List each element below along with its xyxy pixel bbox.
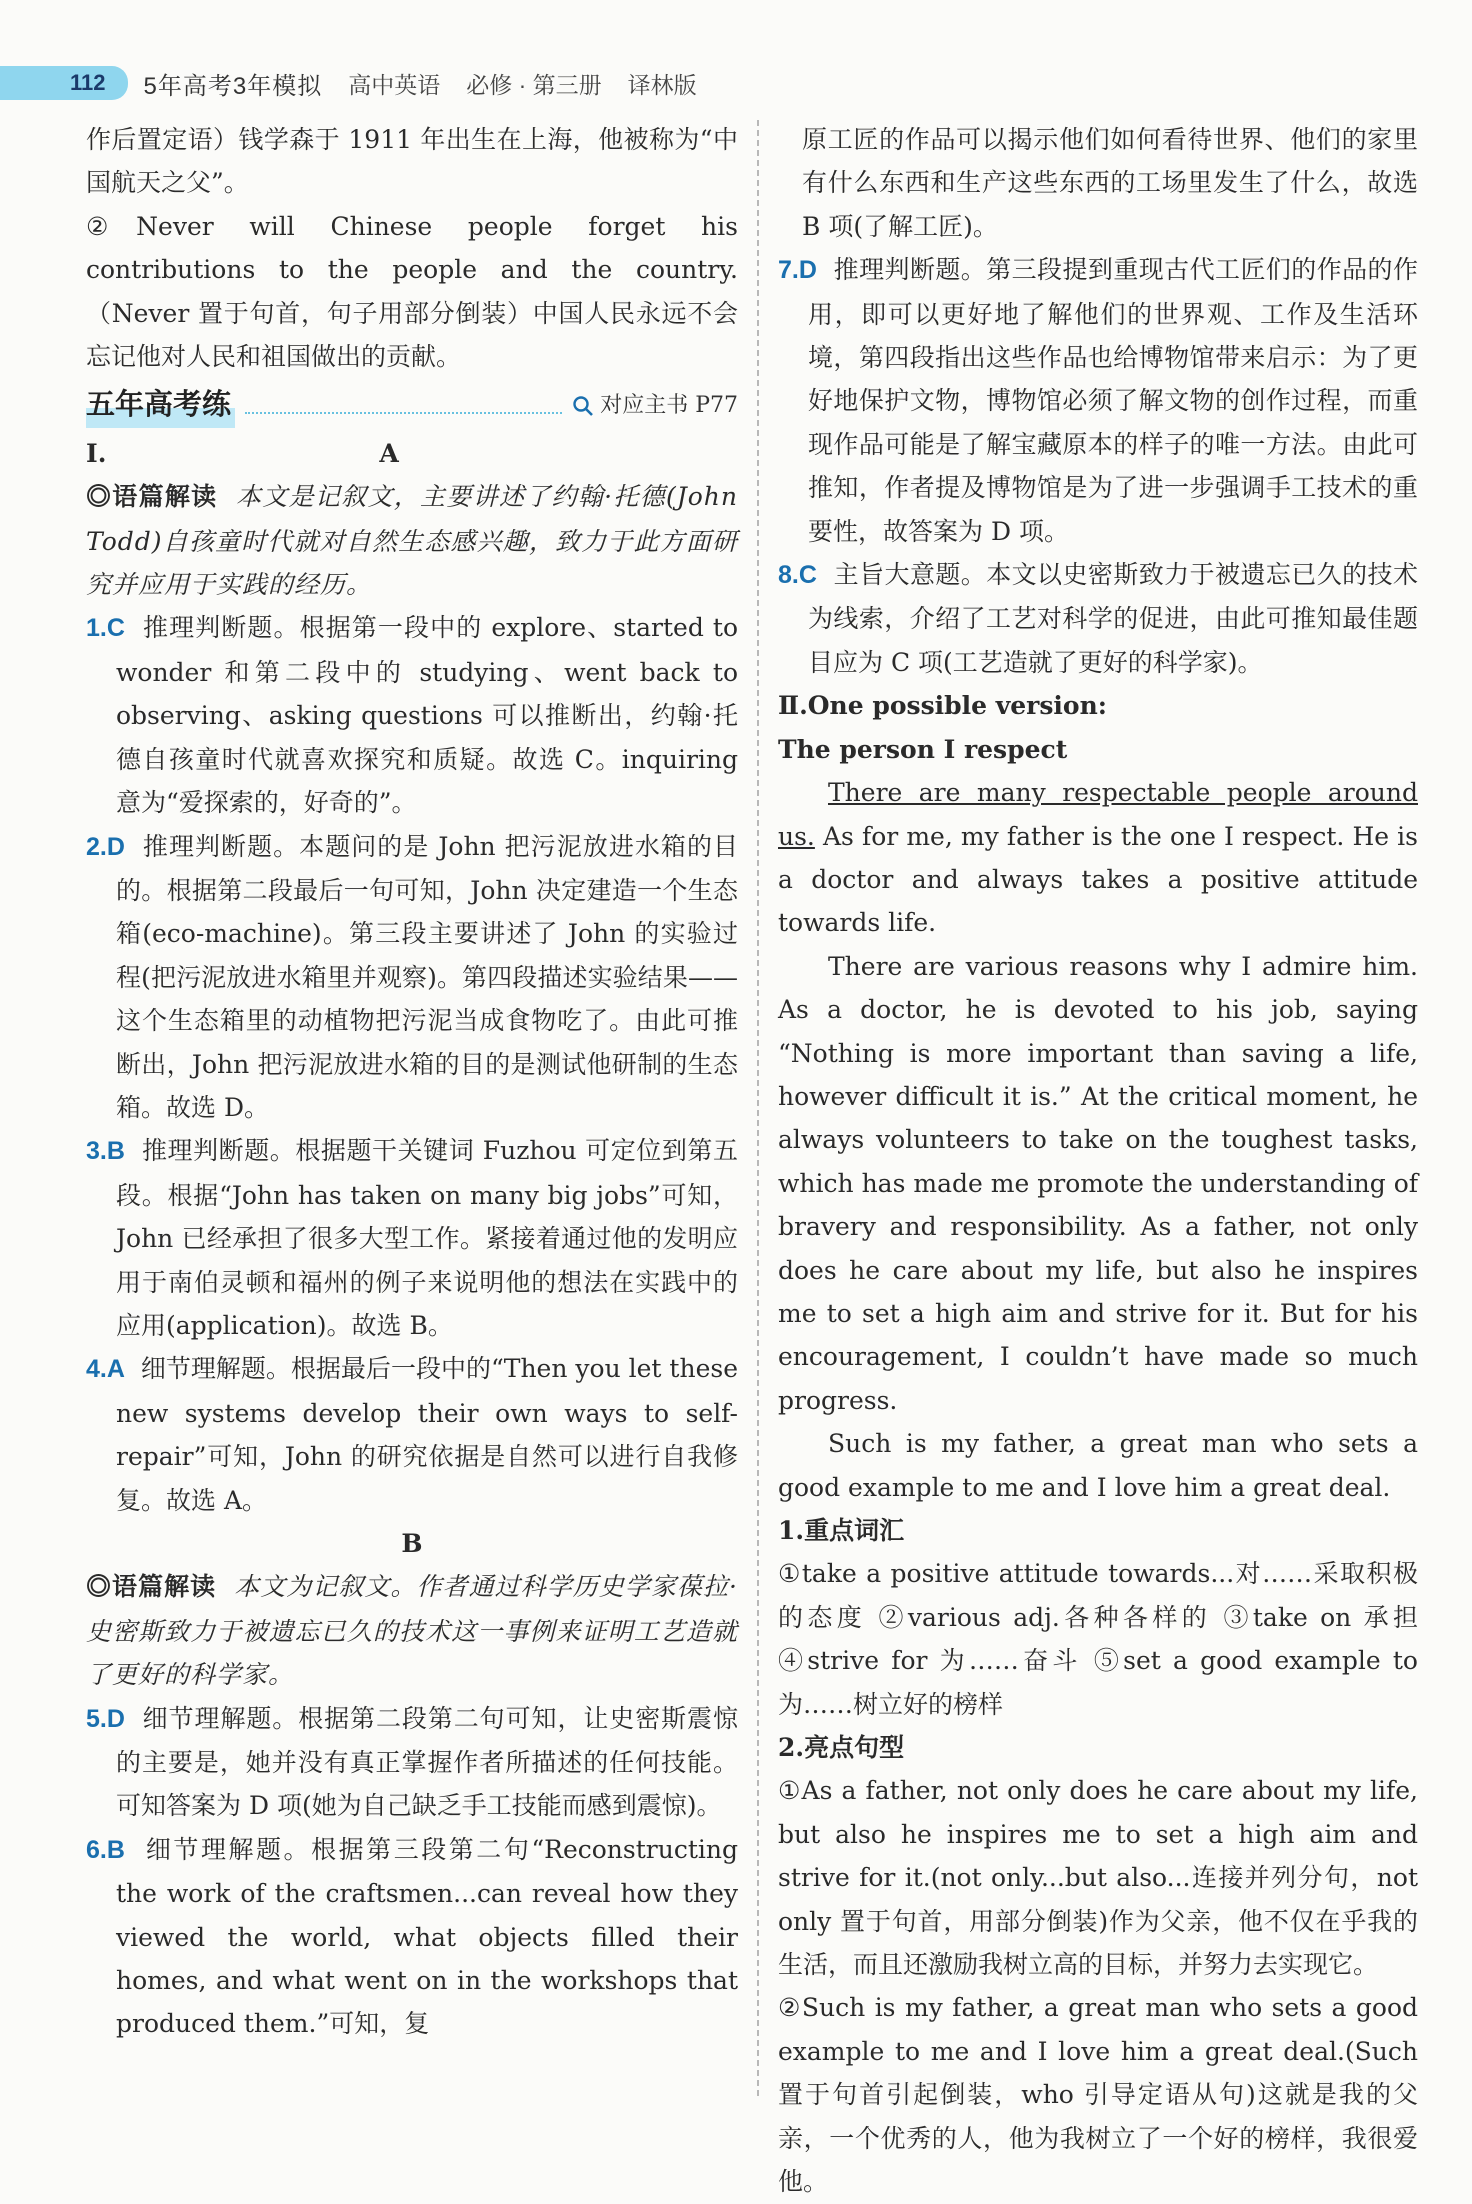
answer-3 xyxy=(86,1129,738,1347)
answer-explanation: 推理判断题。根据第一段中的 explore、started to wonder 和第二段中的 studying、went back to observing、asking questions 可以推断出，约翰·托德自孩童时代就喜欢探究和质疑。故选 C。inquiring 意为“爱探索的，好奇的”。 xyxy=(116,613,738,818)
answer-explanation: 推理判断题。第三段提到重现古代工匠们的作品的作用，即可以更好地了解他们的世界观、工作及生活环境，第四段指出这些作品也给博物馆带来启示：为了更好地保护文物，博物馆必须了解文物的创作过程，而重现作品可能是了解宝藏原本的样子的唯一方法。由此可推知，作者提及博物馆是为了进一步强调手工技术的重要性，故答案为 D 项。 xyxy=(808,255,1418,546)
answer-letter: D xyxy=(106,832,125,861)
answer-2 xyxy=(86,825,738,1130)
question-number: 5. xyxy=(86,1704,107,1733)
subject: 高中英语 xyxy=(348,71,441,98)
page-header xyxy=(0,60,780,106)
part-I-label: Ⅰ. xyxy=(86,438,107,468)
answer-letter: C xyxy=(798,561,817,590)
question-number: 2. xyxy=(86,832,107,861)
example-sentence-2: ②Never will Chinese people forget his contributions to the people and the country.（Never 置于句首，句子用部分倒装）中国人民永远不会忘记他对人民和祖国做出的贡献。 xyxy=(86,211,738,372)
highlight-sentence-2: ②Such is my father, a great man who sets a good example to me and I love him a great deal.(Such 置于句首引起倒装，who 引导定语从句)这就是我的父亲，一个优秀的人，他为我树立了一个好的榜样，我很爱他。 xyxy=(778,1993,1418,2197)
answer-explanation: 细节理解题。根据最后一段中的“Then you let these new systems develop their own ways to self-repair”可知，John 的研究依据是自然可以进行自我修复。故选 A。 xyxy=(116,1354,738,1515)
question-number: 8. xyxy=(778,561,799,590)
dotted-rule xyxy=(245,398,562,414)
answer-6-continued: 原工匠的作品可以揭示他们如何看待世界、他们的家里有什么东西和生产这些东西的工场里发生了什么，故选 B 项(了解工匠)。 xyxy=(802,125,1418,241)
highlight-sentence: There are many respectable people around us. xyxy=(778,778,1418,851)
page-number: 112 xyxy=(0,66,128,100)
essay-paragraph-2: There are various reasons why I admire him. As a doctor, he is devoted to his job, saying “Nothing is more important than saving a life, however difficult it is.” At the critical moment, he always volunteers to take on the toughest tasks, which has made me promote the understanding of bravery and responsibility. As a father, not only does he care about my life, but also he inspires me to set a high aim and strive for it. But for his encouragement, I couldn’t have made so much progress. xyxy=(778,951,1418,1415)
right-column xyxy=(778,118,1418,2204)
answer-explanation: 主旨大意题。本文以史密斯致力于被遗忘已久的技术为线索，介绍了工艺对科学的促进，由此可推知最佳题目应为 C 项(工艺造就了更好的科学家)。 xyxy=(808,560,1418,677)
reading-label: ◎语篇解读 xyxy=(86,1573,217,1602)
answer-explanation: 细节理解题。根据第二段第二句可知，让史密斯震惊的主要是，她并没有真正掌握作者所描述的任何技能。可知答案为 D 项(她为自己缺乏手工技能而感到震惊)。 xyxy=(116,1703,738,1821)
answer-1 xyxy=(86,606,738,824)
column-divider xyxy=(757,120,759,2096)
reading-label: ◎语篇解读 xyxy=(86,483,218,512)
reading-text: 本文是记叙文，主要讲述了约翰·托德(John Todd)自孩童时代就对自然生态感兴趣，致力于此方面研究并应用于实践的经历。 xyxy=(86,482,738,600)
paragraph-text: As for me, my father is the one I respect. He is a doctor and always takes a positive attitude towards life. xyxy=(778,821,1418,938)
essay-paragraph-3: Such is my father, a great man who sets a good example to me and I love him a great deal. xyxy=(778,1429,1418,1502)
passage-A-label: A xyxy=(379,438,399,468)
answer-letter: B xyxy=(106,1835,125,1864)
reading-summary-A xyxy=(86,475,738,606)
vocab-list: ①take a positive attitude towards...对……采取积极的态度 ②various adj.各种各样的 ③take on 承担 ④strive for 为……奋斗 ⑤set a good example to 为……树立好的榜样 xyxy=(778,1559,1418,1719)
answer-explanation: 推理判断题。本题问的是 John 把污泥放进水箱的目的。根据第二段最后一句可知，John 决定建造一个生态箱(eco-machine)。第三段主要讲述了 John 的实验过程(把污泥放进水箱里并观察)。第四段描述实验结果——这个生态箱里的动植物把污泥当成食物吃了。由此可推断出，John 把污泥放进水箱的目的是测试他研制的生态箱。故选 D。 xyxy=(116,831,738,1122)
answer-letter: D xyxy=(798,256,817,285)
reference-text: 对应主书 P77 xyxy=(600,393,738,419)
question-number: 1. xyxy=(86,614,107,643)
reading-summary-B xyxy=(86,1565,738,1696)
answer-5 xyxy=(86,1697,738,1828)
left-column xyxy=(86,118,738,2046)
section-title: 五年高考练 xyxy=(86,384,235,427)
question-number: 7. xyxy=(778,256,799,285)
essay-title: The person I respect xyxy=(778,734,1068,764)
question-number: 3. xyxy=(86,1137,107,1166)
volume: 必修 · 第三册 xyxy=(466,71,602,98)
vocab-heading: 1.重点词汇 xyxy=(778,1516,905,1545)
search-icon xyxy=(572,395,594,417)
answer-letter: D xyxy=(106,1704,125,1733)
passage-B-label: B xyxy=(401,1529,423,1558)
answer-letter: A xyxy=(106,1355,125,1384)
question-number: 4. xyxy=(86,1355,107,1384)
answer-letter: C xyxy=(106,614,125,643)
sentence-heading: 2.亮点句型 xyxy=(778,1733,905,1763)
answer-explanation: 细节理解题。根据第三段第二句“Reconstructing the work of the craftsmen...can reveal how they viewed the world, what objects filled their homes, and what went on in the workshops that produced them.”可知，复 xyxy=(116,1834,738,2039)
edition: 译林版 xyxy=(627,71,697,98)
section-reference xyxy=(572,384,738,427)
answer-explanation: 推理判断题。根据题干关键词 Fuzhou 可定位到第五段。根据“John has taken on many big jobs”可知，John 已经承担了很多大型工作。紧接着通过他的发明应用于南伯灵顿和福州的例子来说明他的想法在实践中的应用(application)。故选 B。 xyxy=(116,1136,738,1340)
series-title: 5年高考3年模拟 xyxy=(143,72,323,100)
intro-text: 作后置定语）钱学森于 1911 年出生在上海，他被称为“中国航天之父”。 xyxy=(86,125,738,198)
part-I-heading xyxy=(86,432,738,475)
answer-8 xyxy=(778,553,1418,684)
section-header xyxy=(86,384,738,427)
highlight-sentence-1: ①As a father, not only does he care about my life, but also he inspires me to set a high aim and strive for it.(not only...but also...连接并列分句，not only 置于句首，用部分倒装)作为父亲，他不仅在乎我的生活，而且还激励我树立高的目标，并努力去实现它。 xyxy=(778,1776,1418,1980)
answer-7 xyxy=(778,248,1418,553)
answer-6 xyxy=(86,1828,738,2046)
reading-text: 本文为记叙文。作者通过科学历史学家葆拉·史密斯致力于被遗忘已久的技术这一事例来证明工艺造就了更好的科学家。 xyxy=(86,1572,738,1690)
answer-4 xyxy=(86,1347,738,1522)
model-essay xyxy=(778,728,1418,1509)
essay-paragraph-1 xyxy=(778,771,1418,945)
answer-letter: B xyxy=(106,1137,125,1166)
part-II-heading: Ⅱ.One possible version: xyxy=(778,691,1107,721)
question-number: 6. xyxy=(86,1835,107,1864)
